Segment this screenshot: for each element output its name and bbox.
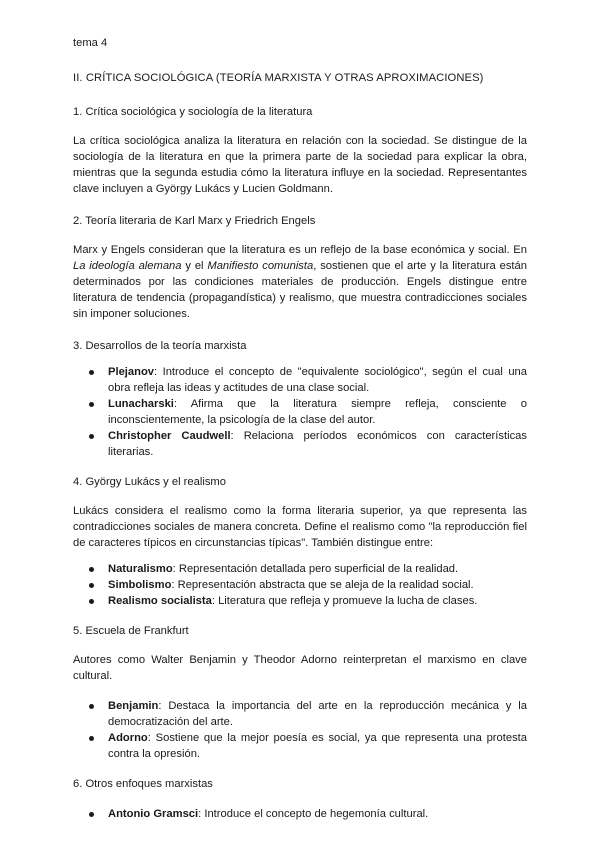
- section-heading: 3. Desarrollos de la teoría marxista: [73, 340, 247, 352]
- bullet-icon: [89, 434, 94, 439]
- book-title-manifiesto: Manifiesto comunista: [207, 260, 314, 272]
- list-item-text: : Representación detallada pero superficial de la realidad.: [172, 563, 459, 575]
- section-paragraph: La crítica sociológica analiza la literatura en relación con la sociedad. Se distingue de la sociología de la literatura en que la primera parte de la sociedad para explicar la obra, mientras que la segunda estudia cómo la literatura influye en la sociedad. Representantes clave incluyen a György Lukács y Lucien Goldmann.: [73, 135, 527, 195]
- list-item-text: : Introduce el concepto de "equivalente sociológico", según el cual una obra refleja las ideas y actitudes de una clase social.: [108, 366, 527, 394]
- section-1: [73, 104, 527, 197]
- list-item-text: : Representación abstracta que se aleja de la realidad social.: [171, 579, 474, 591]
- bullet-icon: [89, 704, 94, 709]
- list-item-text: : Sostiene que la mejor poesía es social, ya que representa una protesta contra la opresión.: [108, 732, 527, 760]
- section-heading: 6. Otros enfoques marxistas: [73, 778, 213, 790]
- section-paragraph: Autores como Walter Benjamin y Theodor Adorno reinterpretan el marxismo en clave cultural.: [73, 654, 527, 682]
- bullet-list: [73, 698, 527, 762]
- list-item-text: : Destaca la importancia del arte en la reproducción mecánica y la democratización del arte.: [108, 700, 527, 728]
- list-item-term: Antonio Gramsci: [108, 808, 199, 820]
- paragraph-text: y el: [181, 260, 208, 272]
- list-item-term: Benjamin: [108, 700, 159, 712]
- list-item-text: : Afirma que la literatura siempre refleja, consciente o inconscientemente, la psicología de la clase del autor.: [108, 398, 527, 426]
- bullet-icon: [89, 599, 94, 604]
- list-item: [73, 428, 527, 460]
- section-6: [73, 776, 527, 822]
- section-heading: 5. Escuela de Frankfurt: [73, 625, 189, 637]
- list-item-text: : Literatura que refleja y promueve la lucha de clases.: [211, 595, 478, 607]
- list-item: [73, 396, 527, 428]
- page-header: tema 4: [73, 37, 108, 49]
- list-item: [73, 577, 527, 593]
- bullet-icon: [89, 583, 94, 588]
- bullet-icon: [89, 567, 94, 572]
- list-item-text: : Relaciona períodos económicos con características literarias.: [108, 430, 527, 458]
- bullet-list: [73, 806, 527, 822]
- bullet-list: [73, 364, 527, 460]
- section-5: [73, 623, 527, 762]
- list-item-term: Christopher Caudwell: [108, 430, 231, 442]
- bullet-icon: [89, 370, 94, 375]
- bullet-icon: [89, 402, 94, 407]
- list-item: [73, 593, 527, 609]
- bullet-icon: [89, 812, 94, 817]
- paragraph-text: Marx y Engels consideran que la literatura es un reflejo de la base económica y social. En: [73, 244, 527, 256]
- list-item-term: Realismo socialista: [108, 595, 212, 607]
- list-item-term: Simbolismo: [108, 579, 172, 591]
- section-3: [73, 338, 527, 460]
- list-item: [73, 806, 527, 822]
- book-title-ideologia: La ideología alemana: [73, 260, 182, 272]
- section-paragraph: Lukács considera el realismo como la forma literaria superior, ya que representa las contradicciones sociales de manera concreta. Define el realismo como "la reproducción fiel de caracteres típicos en circunstancias típicas". También distingue entre:: [73, 505, 527, 549]
- section-heading: 1. Crítica sociológica y sociología de la literatura: [73, 106, 313, 118]
- section-heading: 2. Teoría literaria de Karl Marx y Friedrich Engels: [73, 215, 316, 227]
- bullet-icon: [89, 736, 94, 741]
- paragraph-text: , sostienen que el arte y la literatura están determinados por las condiciones materiales de producción. Engels distingue entre literatura de tendencia (propagandística) y realismo, que muestra contradicciones sociales sin imponer soluciones.: [73, 260, 527, 320]
- list-item-text: : Introduce el concepto de hegemonía cultural.: [198, 808, 429, 820]
- list-item-term: Lunacharski: [108, 398, 174, 410]
- section-2: [73, 213, 527, 322]
- document-title: II. CRÍTICA SOCIOLÓGICA (TEORÍA MARXISTA Y OTRAS APROXIMACIONES): [73, 72, 484, 84]
- list-item-term: Adorno: [108, 732, 148, 744]
- bullet-list: [73, 561, 527, 609]
- section-4: [73, 474, 527, 609]
- list-item: [73, 698, 527, 730]
- list-item-term: Plejanov: [108, 366, 155, 378]
- section-paragraph: [73, 242, 527, 322]
- list-item: [73, 730, 527, 762]
- list-item: [73, 561, 527, 577]
- section-heading: 4. György Lukács y el realismo: [73, 476, 226, 488]
- list-item: [73, 364, 527, 396]
- list-item-term: Naturalismo: [108, 563, 173, 575]
